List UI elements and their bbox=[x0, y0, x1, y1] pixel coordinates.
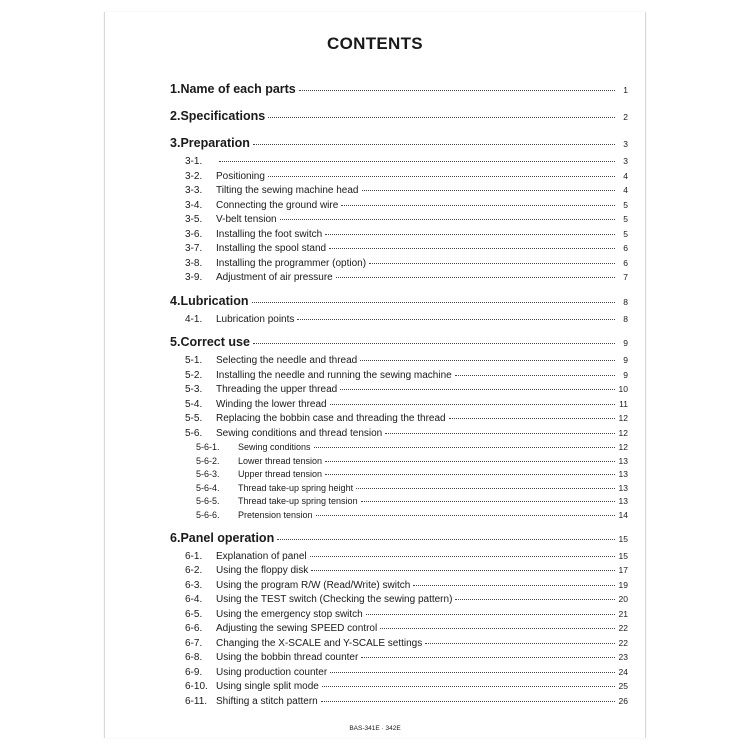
table-of-contents bbox=[170, 72, 628, 710]
entry-title: Correct use bbox=[180, 335, 250, 349]
dot-leader bbox=[280, 219, 615, 220]
dot-leader bbox=[455, 599, 615, 600]
dot-leader bbox=[341, 205, 615, 206]
page-number: 5 bbox=[623, 214, 628, 224]
dot-leader bbox=[253, 144, 615, 145]
page-number: 20 bbox=[618, 594, 628, 605]
toc-entry-3-1[interactable] bbox=[170, 156, 628, 171]
toc-section bbox=[170, 82, 628, 102]
dot-leader bbox=[336, 277, 615, 278]
entry-title: Installing the foot switch bbox=[216, 228, 323, 240]
toc-entry-section-2[interactable] bbox=[170, 109, 628, 129]
dot-leader bbox=[325, 474, 615, 475]
page-number: 25 bbox=[618, 681, 628, 692]
entry-number: 6. bbox=[170, 530, 181, 545]
toc-entry-6-4[interactable] bbox=[170, 594, 628, 609]
entry-title: Lubrication bbox=[180, 293, 249, 308]
page-number: 26 bbox=[618, 695, 628, 706]
page-number: 10 bbox=[618, 384, 628, 394]
entry-number: 6-10. bbox=[185, 681, 208, 693]
toc-entry-5-6-4[interactable] bbox=[170, 483, 628, 497]
dot-leader bbox=[322, 686, 615, 687]
entry-number: 5-4. bbox=[185, 398, 203, 410]
page-number: 12 bbox=[618, 442, 628, 452]
entry-title: Using the emergency stop switch bbox=[216, 608, 363, 620]
entry-number: 5. bbox=[170, 335, 181, 349]
entry-title: Using single split mode bbox=[216, 681, 319, 693]
dot-leader bbox=[356, 488, 615, 489]
entry-number: 5-6-5. bbox=[196, 496, 220, 507]
dot-leader bbox=[455, 375, 615, 376]
toc-entry-6-9[interactable] bbox=[170, 667, 628, 682]
entry-title: Sewing conditions bbox=[238, 442, 311, 452]
entry-number: 5-6-1. bbox=[196, 442, 220, 452]
page-number: 9 bbox=[623, 355, 628, 365]
page-number: 3 bbox=[623, 156, 628, 166]
toc-entry-3-4[interactable] bbox=[170, 200, 628, 215]
dot-leader bbox=[360, 360, 615, 361]
dot-leader bbox=[316, 515, 615, 516]
page-number: 12 bbox=[618, 413, 628, 423]
entry-number: 5-3. bbox=[185, 384, 203, 395]
toc-entry-6-2[interactable] bbox=[170, 565, 628, 580]
entry-title: Name of each parts bbox=[180, 82, 296, 96]
entry-title: Specifications bbox=[180, 109, 266, 123]
page-number: 2 bbox=[623, 112, 628, 122]
page-number: 13 bbox=[618, 469, 628, 480]
toc-entry-5-6-6[interactable] bbox=[170, 510, 628, 524]
entry-number: 3-9. bbox=[185, 272, 203, 283]
toc-entry-5-6-1[interactable] bbox=[170, 442, 628, 456]
page-number: 11 bbox=[619, 398, 628, 409]
toc-entry-5-6-3[interactable] bbox=[170, 469, 628, 483]
entry-number: 5-6-6. bbox=[196, 509, 220, 520]
document-page bbox=[104, 12, 646, 738]
entry-number: 6-8. bbox=[185, 652, 203, 664]
dot-leader bbox=[330, 404, 615, 405]
toc-section bbox=[170, 136, 628, 287]
toc-entry-3-8[interactable] bbox=[170, 258, 628, 273]
page-number: 1 bbox=[623, 85, 628, 95]
dot-leader bbox=[425, 643, 615, 644]
dot-leader bbox=[340, 389, 615, 390]
toc-entry-5-2[interactable] bbox=[170, 370, 628, 385]
dot-leader bbox=[385, 433, 615, 434]
dot-leader bbox=[361, 501, 615, 502]
entry-number: 1. bbox=[170, 82, 181, 96]
page-number: 12 bbox=[618, 427, 628, 438]
toc-entry-5-1[interactable] bbox=[170, 355, 628, 370]
toc-entry-5-3[interactable] bbox=[170, 384, 628, 399]
entry-title: Using production counter bbox=[216, 666, 328, 678]
toc-entry-6-8[interactable] bbox=[170, 652, 628, 667]
page-number: 3 bbox=[623, 139, 628, 149]
entry-number: 6-3. bbox=[185, 579, 203, 591]
entry-number: 2. bbox=[170, 109, 181, 123]
toc-section bbox=[170, 531, 628, 711]
page-number: 9 bbox=[623, 338, 628, 348]
toc-entry-5-4[interactable] bbox=[170, 399, 628, 414]
toc-entry-6-5[interactable] bbox=[170, 609, 628, 624]
dot-leader bbox=[268, 176, 615, 177]
dot-leader bbox=[219, 161, 615, 162]
entry-title: Threading the upper thread bbox=[216, 384, 338, 395]
dot-leader bbox=[325, 234, 615, 235]
page-number: 19 bbox=[618, 579, 628, 590]
entry-title: Winding the lower thread bbox=[216, 398, 327, 410]
toc-entry-section-3[interactable] bbox=[170, 136, 628, 156]
page-number: 8 bbox=[623, 296, 628, 307]
entry-title: Explanation of panel bbox=[216, 550, 307, 562]
dot-leader bbox=[366, 614, 615, 615]
page-number: 6 bbox=[623, 257, 628, 268]
entry-number: 6-5. bbox=[185, 608, 203, 620]
entry-title: Preparation bbox=[180, 136, 250, 150]
entry-title: Selecting the needle and thread bbox=[216, 355, 358, 366]
entry-title: Replacing the bobbin case and threading the thread bbox=[216, 413, 446, 424]
entry-number: 6-9. bbox=[185, 666, 203, 678]
toc-section bbox=[170, 335, 628, 524]
toc-section bbox=[170, 294, 628, 329]
entry-title: Connecting the ground wire bbox=[216, 199, 339, 211]
toc-entry-6-7[interactable] bbox=[170, 638, 628, 653]
entry-number: 5-1. bbox=[185, 355, 203, 366]
toc-entry-section-1[interactable] bbox=[170, 82, 628, 102]
entry-title: Adjusting the sewing SPEED control bbox=[216, 623, 378, 635]
page-number: 4 bbox=[623, 185, 628, 195]
dot-leader bbox=[361, 657, 615, 658]
entry-title: Shifting a stitch pattern bbox=[216, 695, 318, 707]
page-footer: BAS-341E · 342E bbox=[349, 725, 401, 732]
entry-number: 3-7. bbox=[185, 243, 203, 254]
page-number: 14 bbox=[618, 509, 628, 520]
entry-title: Lower thread tension bbox=[238, 455, 323, 466]
dot-leader bbox=[297, 319, 615, 320]
page-number: 5 bbox=[623, 199, 628, 210]
dot-leader bbox=[330, 672, 615, 673]
page-number: 4 bbox=[623, 170, 628, 181]
entry-number: 5-6-2. bbox=[196, 455, 220, 466]
dot-leader bbox=[321, 701, 615, 702]
page-number: 5 bbox=[623, 228, 628, 239]
entry-number: 6-2. bbox=[185, 565, 203, 577]
page-number: 13 bbox=[618, 482, 628, 493]
entry-number: 3-1. bbox=[185, 156, 203, 167]
page-number: 17 bbox=[618, 565, 628, 576]
toc-entry-3-2[interactable] bbox=[170, 171, 628, 186]
toc-entry-3-6[interactable] bbox=[170, 229, 628, 244]
entry-number: 6-11. bbox=[185, 695, 208, 707]
entry-number: 4-1. bbox=[185, 313, 203, 325]
entry-number: 6-1. bbox=[185, 550, 203, 562]
page-number: 6 bbox=[623, 243, 628, 253]
entry-number: 5-2. bbox=[185, 369, 203, 381]
toc-entry-5-6[interactable] bbox=[170, 428, 628, 443]
toc-entry-5-5[interactable] bbox=[170, 413, 628, 428]
entry-title: Positioning bbox=[216, 170, 265, 182]
entry-number: 3-4. bbox=[185, 199, 203, 211]
entry-number: 3-5. bbox=[185, 214, 203, 225]
entry-title: Upper thread tension bbox=[238, 469, 323, 480]
page-number: 22 bbox=[618, 623, 628, 634]
entry-title: Using the TEST switch (Checking the sewing pattern) bbox=[216, 594, 453, 606]
entry-number: 6-7. bbox=[185, 637, 203, 649]
page-number: 22 bbox=[618, 637, 628, 648]
entry-number: 3-6. bbox=[185, 228, 203, 240]
entry-number: 5-6. bbox=[185, 427, 203, 439]
entry-number: 3. bbox=[170, 136, 181, 150]
entry-title: Sewing conditions and thread tension bbox=[216, 427, 383, 439]
page-number: 24 bbox=[618, 666, 628, 677]
dot-leader bbox=[362, 190, 616, 191]
dot-leader bbox=[268, 117, 615, 118]
entry-title: Using the floppy disk bbox=[216, 565, 309, 577]
dot-leader bbox=[314, 447, 615, 448]
toc-entry-section-5[interactable] bbox=[170, 335, 628, 355]
entry-title: Tilting the sewing machine head bbox=[216, 185, 359, 196]
entry-title: Changing the X-SCALE and Y-SCALE settings bbox=[216, 637, 423, 649]
toc-entry-section-4[interactable] bbox=[170, 294, 628, 314]
toc-entry-4-1[interactable] bbox=[170, 314, 628, 329]
toc-entry-section-6[interactable] bbox=[170, 531, 628, 551]
entry-number: 5-6-4. bbox=[196, 482, 220, 493]
entry-number: 3-8. bbox=[185, 257, 203, 269]
entry-number: 5-6-3. bbox=[196, 469, 220, 480]
entry-title: Lubrication points bbox=[216, 313, 295, 325]
toc-section bbox=[170, 109, 628, 129]
entry-title: Pretension tension bbox=[238, 509, 313, 520]
page-title: CONTENTS bbox=[327, 34, 423, 53]
dot-leader bbox=[253, 343, 615, 344]
dot-leader bbox=[329, 248, 615, 249]
toc-entry-6-6[interactable] bbox=[170, 623, 628, 638]
dot-leader bbox=[277, 539, 615, 540]
dot-leader bbox=[413, 585, 615, 586]
entry-number: 6-4. bbox=[185, 594, 203, 606]
entry-title: Thread take-up spring tension bbox=[238, 496, 358, 507]
dot-leader bbox=[252, 302, 616, 303]
dot-leader bbox=[449, 418, 615, 419]
page-number: 23 bbox=[618, 652, 628, 663]
toc-entry-6-3[interactable] bbox=[170, 580, 628, 595]
dot-leader bbox=[325, 461, 615, 462]
entry-title: Thread take-up spring height bbox=[238, 482, 354, 493]
entry-number: 6-6. bbox=[185, 623, 203, 635]
toc-entry-6-1[interactable] bbox=[170, 551, 628, 566]
entry-title: Adjustment of air pressure bbox=[216, 272, 333, 283]
toc-entry-3-9[interactable] bbox=[170, 272, 628, 287]
entry-number: 4. bbox=[170, 293, 181, 308]
dot-leader bbox=[380, 628, 615, 629]
entry-title: Installing the spool stand bbox=[216, 243, 327, 254]
page-number: 13 bbox=[618, 496, 628, 507]
page-number: 21 bbox=[618, 608, 628, 619]
entry-title: Panel operation bbox=[180, 530, 275, 545]
dot-leader bbox=[311, 570, 615, 571]
entry-title: Installing the programmer (option) bbox=[216, 257, 367, 269]
entry-title: Using the bobbin thread counter bbox=[216, 652, 359, 664]
toc-entry-3-3[interactable] bbox=[170, 185, 628, 200]
toc-entry-5-6-2[interactable] bbox=[170, 456, 628, 470]
dot-leader bbox=[369, 263, 615, 264]
page-number: 15 bbox=[618, 533, 628, 544]
page-number: 9 bbox=[623, 369, 628, 380]
page-number: 7 bbox=[623, 272, 628, 282]
entry-number: 3-3. bbox=[185, 185, 203, 196]
page-number: 15 bbox=[618, 550, 628, 561]
entry-title: Using the program R/W (Read/Write) switch bbox=[216, 579, 411, 591]
dot-leader bbox=[299, 90, 615, 91]
toc-entry-5-6-5[interactable] bbox=[170, 496, 628, 510]
toc-entry-3-5[interactable] bbox=[170, 214, 628, 229]
entry-title: V-belt tension bbox=[216, 214, 277, 225]
dot-leader bbox=[310, 556, 615, 557]
toc-entry-3-7[interactable] bbox=[170, 243, 628, 258]
toc-entry-6-10[interactable] bbox=[170, 681, 628, 696]
page-number: 13 bbox=[618, 455, 628, 466]
entry-title: Installing the needle and running the sewing machine bbox=[216, 369, 452, 381]
page-number: 8 bbox=[623, 313, 628, 324]
toc-entry-6-11[interactable] bbox=[170, 696, 628, 711]
entry-number: 3-2. bbox=[185, 170, 203, 182]
entry-number: 5-5. bbox=[185, 413, 203, 424]
